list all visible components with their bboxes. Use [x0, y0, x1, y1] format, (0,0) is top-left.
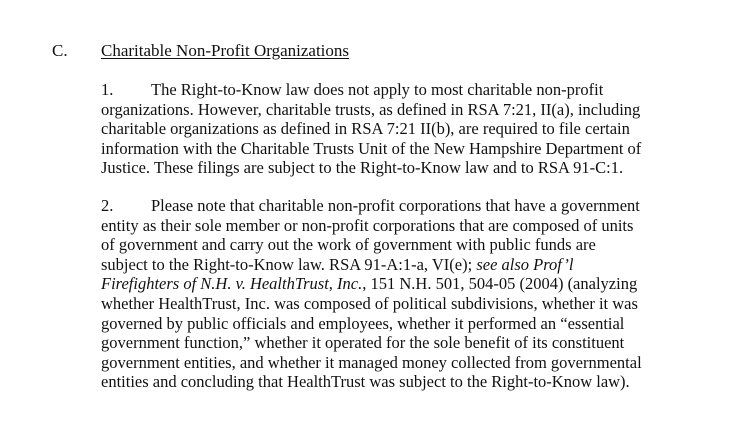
line-text: Please note that charitable non-profit corporations that have a government [151, 196, 640, 215]
paragraph-line: charitable organizations as defined in RSA 7:21 II(b), are required to file certain [101, 119, 630, 139]
section-letter: C. [52, 41, 68, 60]
paragraph-line [101, 255, 661, 275]
case-citation-italic: see also Prof’l [476, 254, 574, 274]
paragraph-line: governed by public officials and employees, whether it performed an “essential [101, 313, 625, 333]
paragraph-line: of government and carry out the work of government with public funds are [101, 235, 596, 255]
paragraph-line: organizations. However, charitable trusts, as defined in RSA 7:21, II(a), including [101, 99, 641, 119]
paragraph-line: entity as their sole member or non-profit corporations that are composed of units [101, 215, 634, 235]
paragraph-number: 2. [101, 196, 114, 215]
case-name-italic: Firefighters of N.H. v. HealthTrust, Inc. [101, 274, 363, 294]
paragraph-line: government entities, and whether it managed money collected from governmental [101, 352, 642, 372]
paragraph-line: information with the Charitable Trusts Unit of the New Hampshire Department of [101, 138, 642, 158]
paragraph-1 [101, 80, 661, 178]
section-heading: Charitable Non-Profit Organizations [101, 41, 350, 60]
citation-text: subject to the Right-to-Know law. RSA 91-A:1-a, VI(e); [101, 254, 477, 274]
line-text: The Right-to-Know law does not apply to most charitable non-profit [151, 80, 604, 99]
paragraph-2 [101, 196, 661, 392]
citation-text: , 151 N.H. 501, 504-05 (2004) (analyzing [362, 274, 638, 294]
paragraph-line: entities and concluding that HealthTrust was subject to the Right-to-Know law). [101, 372, 630, 392]
paragraph-line: Justice. These filings are subject to the Right-to-Know law and to RSA 91-C:1. [101, 158, 624, 178]
paragraph-line: whether HealthTrust, Inc. was composed of political subdivisions, whether it was [101, 293, 638, 313]
paragraph-line [101, 196, 661, 216]
paragraph-number: 1. [101, 80, 114, 99]
paragraph-line [101, 80, 661, 100]
paragraph-line: government function,” whether it operated for the sole benefit of its constituent [101, 333, 625, 353]
paragraph-line [101, 274, 661, 294]
